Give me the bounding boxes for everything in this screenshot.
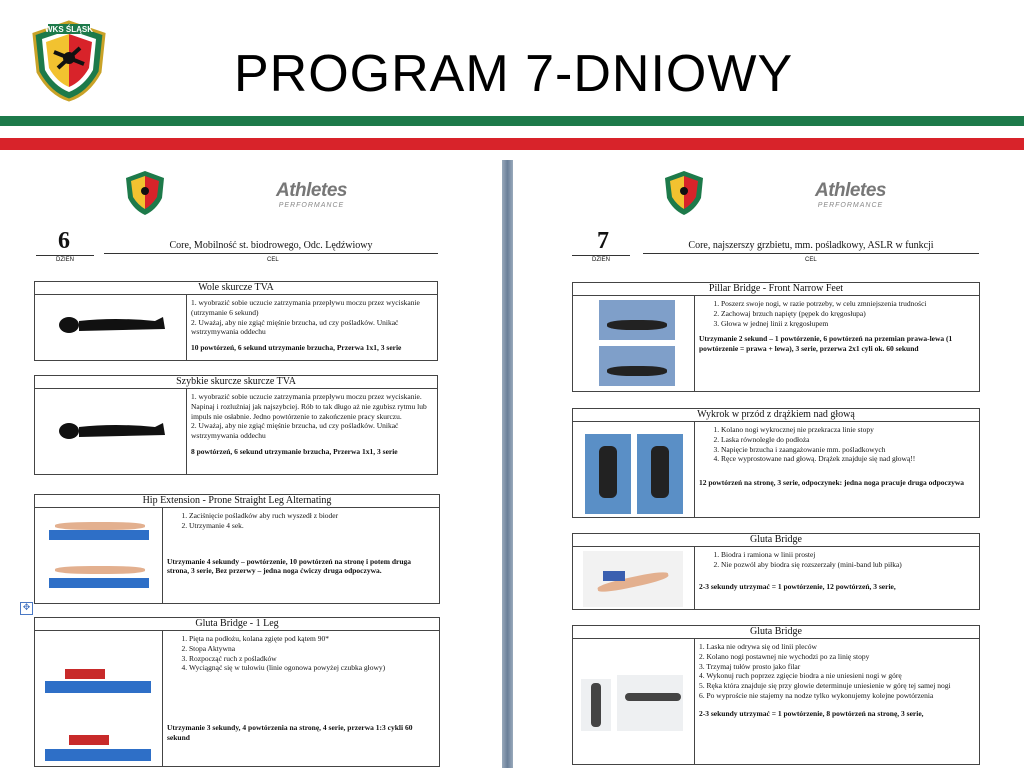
instruction-item: 2. Zachowaj brzuch napięty (pępek do kręgosłupa): [721, 309, 975, 319]
goal-label: CEL: [805, 257, 817, 263]
exercise-summary: 12 powtórzeń na stronę, 3 serie, odpoczynek: jedna noga pracuje druga odpoczywa: [699, 478, 965, 487]
instruction-line: 1. wyobrazić sobie uczucie zatrzymania przepływu moczu przez wyciskanie (utrzymanie 6 sekund): [191, 298, 420, 317]
exercise-illustration: [35, 389, 187, 474]
exercise-instructions: [191, 298, 433, 353]
instruction-line: 2. Uważaj, aby nie zgiąć mięśnie brzucha, ud czy pośladków. Unikać wstrzymywania oddechu: [191, 421, 399, 440]
exercise-title: Gluta Bridge - 1 Leg: [35, 618, 439, 631]
exercise-card: [572, 625, 980, 765]
day-goal: Core, najszerszy grzbietu, mm. pośladkowy, ASLR w funkcji: [643, 240, 979, 254]
exercise-instructions: [191, 392, 433, 457]
exercise-title: Gluta Bridge: [573, 626, 979, 639]
instruction-line: 1. wyobrazić sobie uczucie zatrzymania przepływu moczu przez wyciskanie. Napinaj i rozluźniaj jak najszybciej. Rób to tak długo aż nie zgubisz rytmu lub impuls nie osłabnie. Jedno powtórzenie to zakończenie pracy skurczu.: [191, 392, 427, 421]
stripe-red: [0, 138, 1024, 150]
athletes-performance-brand: [276, 180, 347, 209]
exercise-instructions: [167, 511, 435, 576]
document-page-day-7: [515, 160, 1024, 768]
document-page-day-6: [0, 160, 500, 768]
instruction-item: 1. Biodra i ramiona w linii prostej: [721, 550, 975, 560]
day-goal: Core, Mobilność st. biodrowego, Odc. Lędźwiowy: [104, 240, 438, 254]
exercise-title: Pillar Bridge - Front Narrow Feet: [573, 283, 979, 296]
instruction-item: 1. Pięta na podłożu, kolana zgięte pod kątem 90*: [189, 634, 435, 644]
instruction-item: 3. Rozpocząć ruch z pośladków: [189, 654, 435, 664]
exercise-card: [572, 282, 980, 392]
instruction-line: 2. Kolano nogi postawnej nie wychodzi po za linię stopy: [699, 651, 870, 661]
instruction-item: 4. Ręce wyprostowane nad głową. Drążek znajduje się nad głową!!: [721, 454, 975, 464]
page-divider: [502, 160, 513, 768]
day-number: 7: [597, 228, 609, 254]
instruction-item: 4. Wyciągnąć się w tułowiu (linie ogonowa powyżej czubka głowy): [189, 663, 435, 673]
exercise-photo: [573, 296, 695, 391]
exercise-card: [572, 408, 980, 518]
day-label: DZIEŃ: [572, 255, 630, 263]
exercise-summary: Utrzymanie 2 sekund – 1 powtórzenie, 6 powtórzeń na przemian prawa-lewa (1 powtórzenie = prawa + lewa), 3 serie, przerwa 2x1 cyli ok. 60 sekund: [699, 334, 953, 353]
page-club-logo: [663, 170, 705, 216]
brand-name: Athletes: [276, 180, 347, 201]
exercise-title: Szybkie skurcze skurcze TVA: [35, 376, 437, 389]
instruction-item: 1. Kolano nogi wykrocznej nie przekracza linie stopy: [721, 425, 975, 435]
stripe-green: [0, 116, 1024, 126]
lying-figure-icon: [35, 295, 187, 360]
exercise-title: Hip Extension - Prone Straight Leg Alternating: [35, 495, 439, 508]
exercise-card: [34, 494, 440, 604]
exercise-summary: 10 powtórzeń, 6 sekund utrzymanie brzucha, Przerwa 1x1, 3 serie: [191, 343, 402, 352]
exercise-title: Wykrok w przód z drążkiem nad głową: [573, 409, 979, 422]
logo-text: WKS ŚLĄSK: [45, 25, 93, 34]
instruction-item: 2. Nie pozwól aby biodra się rozszerzały (mini-band lub piłka): [721, 560, 975, 570]
instruction-line: 3. Trzymaj tułów prosto jako filar: [699, 661, 801, 671]
instruction-item: 1. Zaciśnięcie pośladków aby ruch wyszedł z bioder: [189, 511, 435, 521]
exercise-card: [34, 281, 438, 361]
brand-tag: PERFORMANCE: [278, 202, 345, 209]
instruction-line: 1. Laska nie odrywa się od linii pleców: [699, 642, 817, 651]
instruction-item: 3. Napięcie brzucha i zaangażowanie mm. pośladkowych: [721, 445, 975, 455]
slide-title: PROGRAM 7-DNIOWY: [234, 45, 794, 103]
exercise-summary: Utrzymanie 3 sekundy, 4 powtórzenia na stronę, 4 serie, przerwa 1:3 cykli 60 sekund: [167, 723, 413, 742]
instruction-item: 1. Poszerz swoje nogi, w razie potrzeby, w celu zmniejszenia trudności: [721, 299, 975, 309]
exercise-card: [572, 533, 980, 610]
instruction-line: 2. Uważaj, aby nie zgiąć mięśnie brzucha, ud czy pośladków. Unikać wstrzymywania oddechu: [191, 317, 399, 337]
stripe-white: [0, 126, 1024, 138]
exercise-instructions: [167, 634, 435, 743]
instruction-line: 4. Wykonuj ruch poprzez zgięcie biodra a nie uniesieni nogi w górę: [699, 671, 902, 681]
exercise-title: Wole skurcze TVA: [35, 282, 437, 295]
lying-figure-icon: [35, 389, 187, 474]
exercise-illustration: [35, 295, 187, 360]
day-label: DZIEŃ: [36, 255, 94, 263]
exercise-instructions: [699, 550, 975, 591]
instruction-item: 2. Laska równolegle do podłoża: [721, 435, 975, 445]
exercise-instructions: [699, 425, 975, 488]
exercise-summary: Utrzymanie 4 sekundy – powtórzenie, 10 powtórzeń na stronę i potem druga strona, 3 serie, Bez przerwy – jedna noga ćwiczy druga odpoczywa.: [167, 556, 412, 576]
instruction-line: 5. Ręka która znajduje się przy głowie determinuje uniesienie w górę tej samej nogi: [699, 681, 951, 690]
exercise-instructions: [699, 642, 975, 718]
exercise-title: Gluta Bridge: [573, 534, 979, 547]
instruction-line: 6. Po wyproście nie stajemy na nodze tylko wykonujemy kolejne powtórzenia: [699, 690, 934, 700]
brand-tag: PERFORMANCE: [817, 202, 884, 209]
exercise-photo: [35, 631, 163, 766]
exercise-photo: [35, 508, 163, 603]
move-handle-icon[interactable]: ✥: [20, 602, 33, 615]
club-logo: [28, 20, 110, 102]
page-club-logo: [124, 170, 166, 216]
goal-label: CEL: [267, 257, 279, 263]
exercise-summary: 2-3 sekundy utrzymać = 1 powtórzenie, 8 powtórzeń na stronę, 3 serie,: [699, 708, 924, 718]
exercise-card: [34, 617, 440, 767]
brand-name: Athletes: [815, 180, 886, 201]
exercise-photo: [573, 547, 695, 609]
instruction-item: 3. Głowa w jednej linii z kręgosłupem: [721, 319, 975, 329]
exercise-photo: [573, 639, 695, 764]
exercise-instructions: [699, 299, 975, 354]
exercise-card: [34, 375, 438, 475]
day-number: 6: [58, 228, 70, 254]
exercise-summary: 8 powtórzeń, 6 sekund utrzymanie brzucha, Przerwa 1x1, 3 serie: [191, 446, 398, 456]
instruction-item: 2. Utrzymanie 4 sek.: [189, 521, 435, 531]
exercise-photo: [573, 422, 695, 517]
exercise-summary: 2-3 sekundy utrzymać = 1 powtórzenie, 12 powtórzeń, 3 serie,: [699, 581, 896, 591]
instruction-item: 2. Stopa Aktywna: [189, 644, 435, 654]
athletes-performance-brand: [815, 180, 886, 209]
